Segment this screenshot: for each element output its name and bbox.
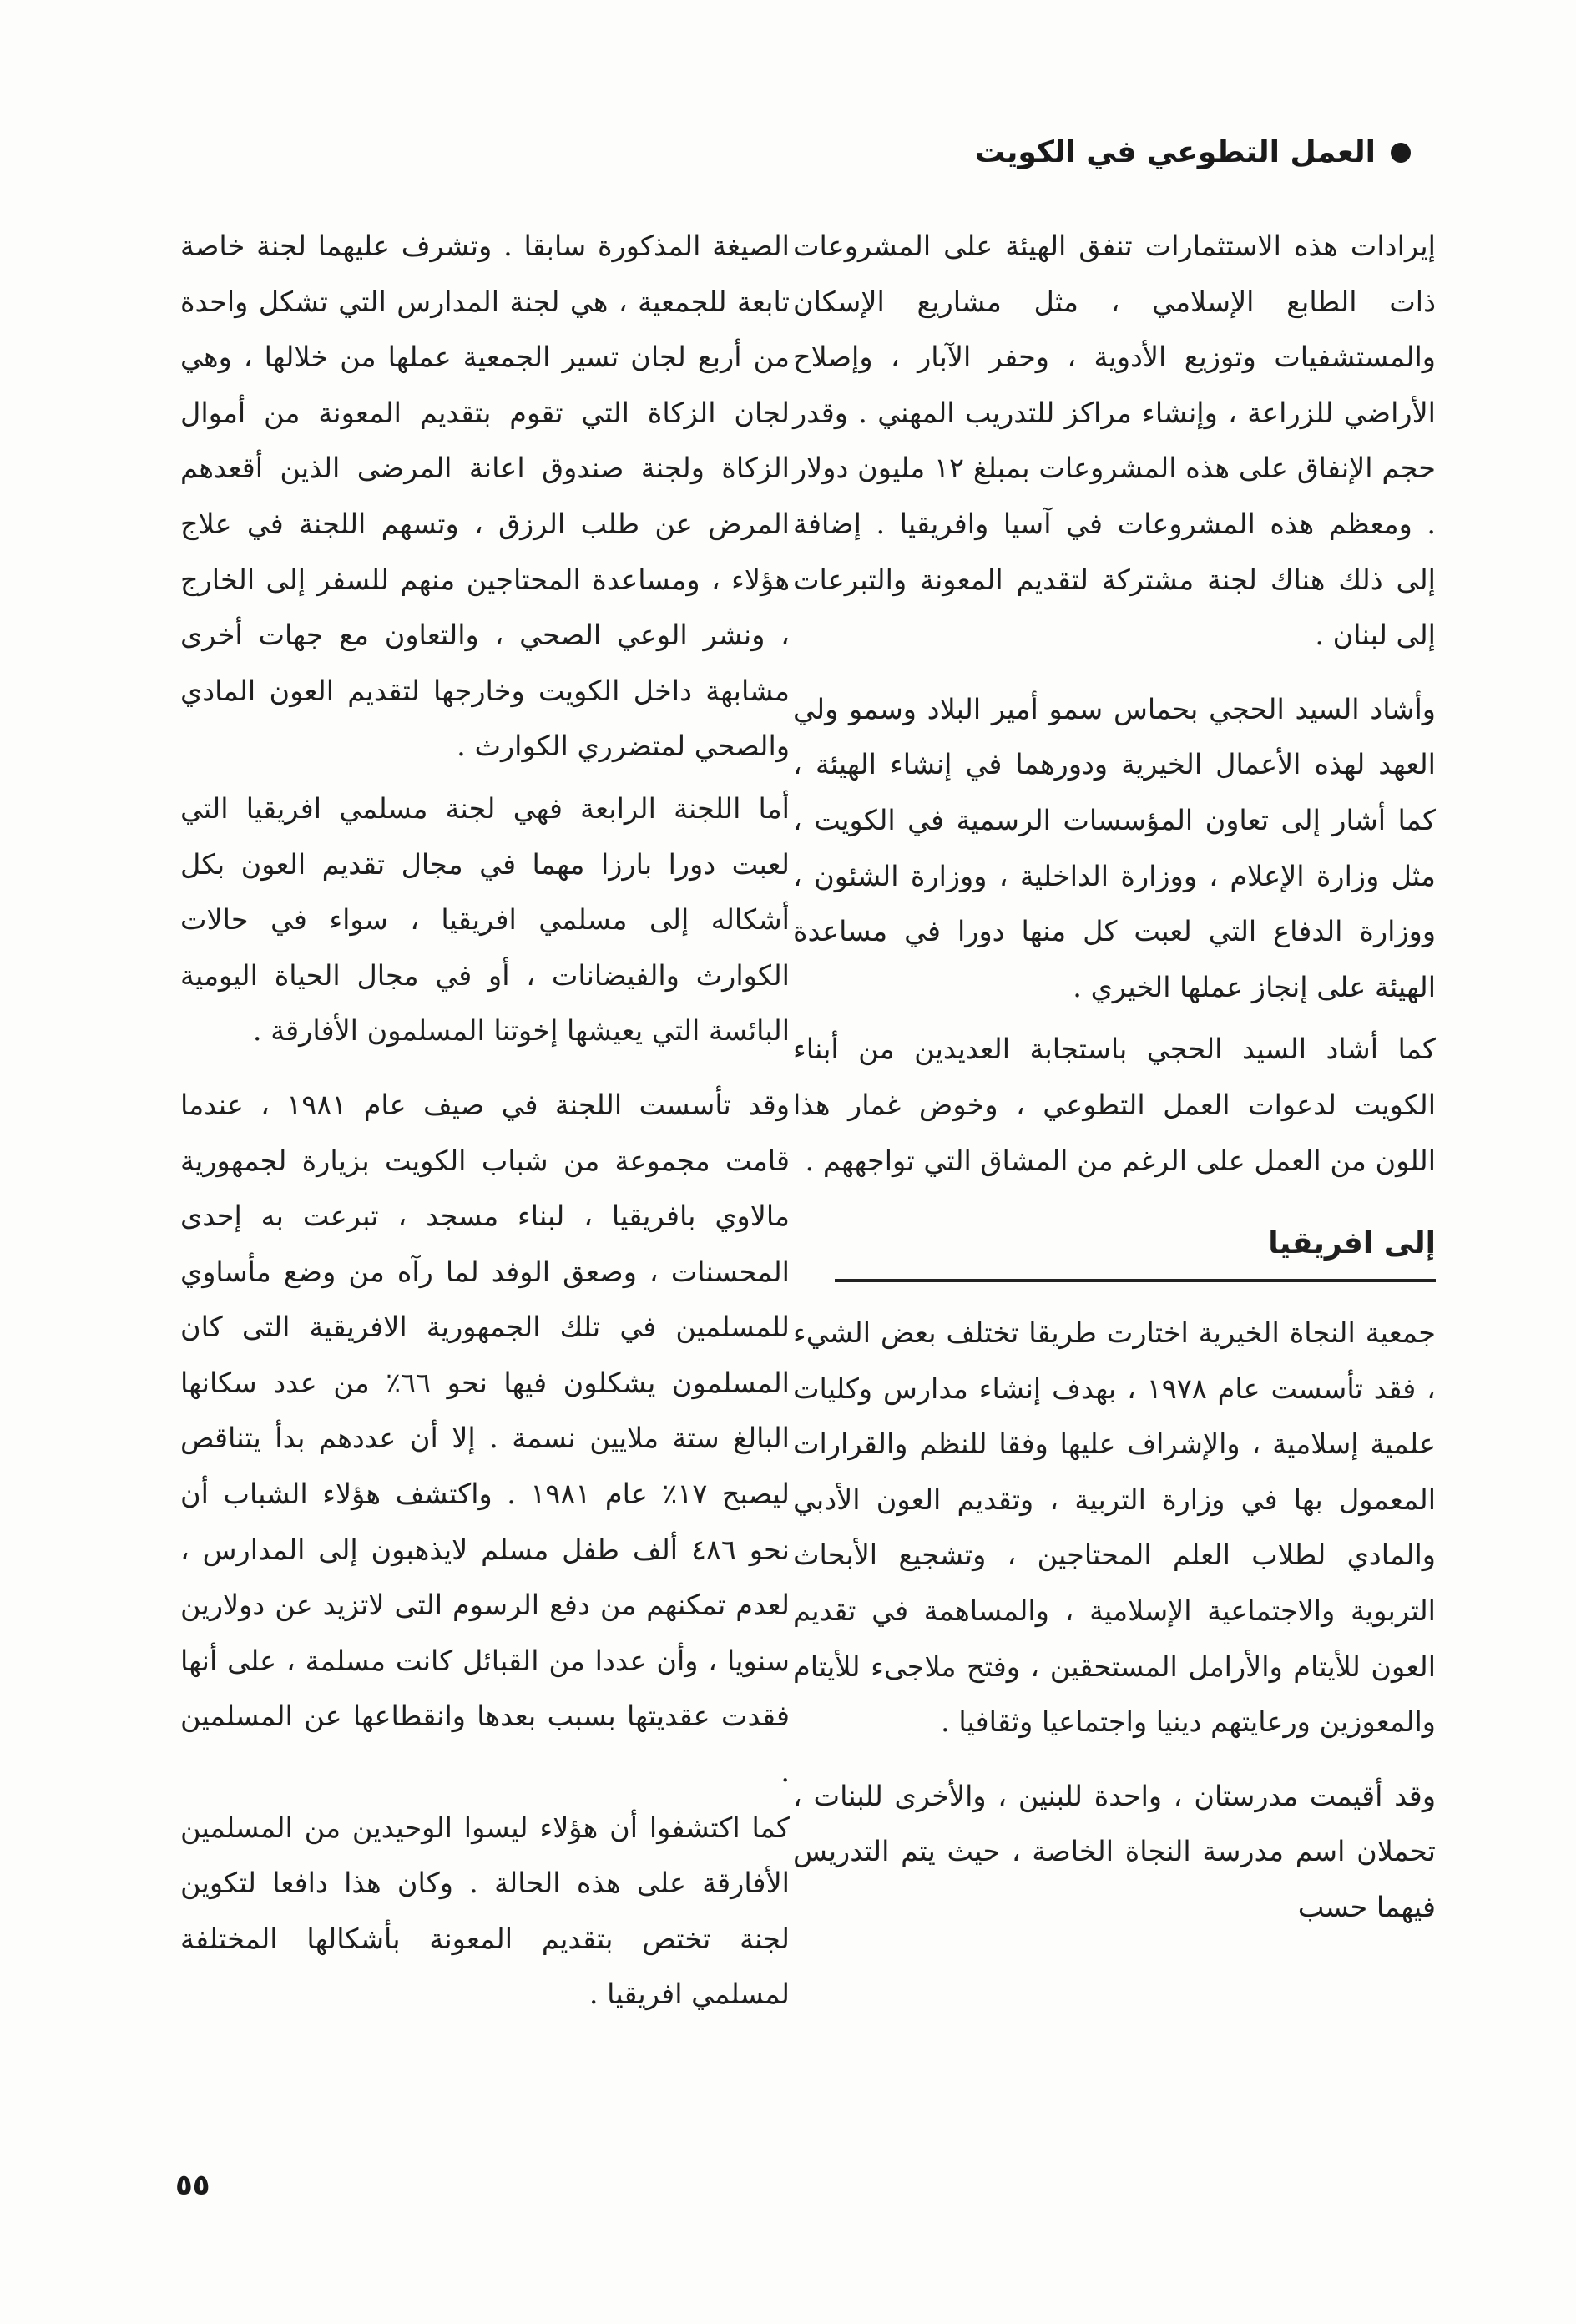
- paragraph: وقد تأسست اللجنة في صيف عام ١٩٨١ ، عندما قامت مجموعة من شباب الكويت بزيارة لجمهورية مالاوي بافريقيا ، لبناء مسجد ، تبرعت به إحدى المحسنات ، وصعق الوفد لما رآه من وضع مأساوي للمسلمين في تلك الجمهورية الافريقية التى كان المسلمون يشكلون فيها نحو ٦٦٪ من عدد سكانها البالغ ستة ملايين نسمة . إلا أن عددهم بدأ يتناقص ليصبح ١٧٪ عام ١٩٨١ . واكتشف هؤلاء الشباب أن نحو ٤٨٦ ألف طفل مسلم لايذهبون إلى المدارس ، لعدم تمكنهم من دفع الرسوم التى لاتزيد عن دولارين سنويا ، وأن عددا من القبائل كانت مسلمة ، على أنها فقدت عقديتها بسبب بعدها وانقطاعها عن المسلمين .: [180, 1088, 791, 1789]
- page-number: ٥٥: [175, 2169, 210, 2202]
- running-head: [975, 135, 1411, 169]
- paragraph: إيرادات هذه الاستثمارات تنفق الهيئة على المشروعات ذات الطابع الإسلامي ، مثل مشاريع الإسكان والمستشفيات وتوزيع الأدوية ، وحفر الآبار ، وإصلاح الأراضي للزراعة ، وإنشاء مراكز للتدريب المهني . وقدر حجم الإنفاق على هذه المشروعات بمبلغ ١٢ مليون دولار . ومعظم هذه المشروعات في آسيا وافريقيا . إضافة إلى ذلك هناك لجنة مشتركة لتقديم المعونة والتبرعات إلى لبنان .: [793, 230, 1436, 652]
- section-heading: إلى افريقيا: [835, 1219, 1436, 1282]
- paragraph: الصيغة المذكورة سابقا . وتشرف عليهما لجنة خاصة تابعة للجمعية ، هي لجنة المدارس التي تشكل واحدة من أربع لجان تسير الجمعية عملها من خلالها ، وهي لجان الزكاة التي تقوم بتقديم المعونة من أموال الزكاة ولجنة صندوق اعانة المرضى الذين أقعدهم المرض عن طلب الرزق ، وتسهم اللجنة في علاج هؤلاء ، ومساعدة المحتاجين منهم للسفر إلى الخارج ، ونشر الوعي الصحي ، والتعاون مع جهات أخرى مشابهة داخل الكويت وخارجها لتقديم العون المادي والصحي لمتضرري الكوارث .: [180, 230, 790, 763]
- running-title: العمل التطوعي في الكويت: [974, 135, 1376, 169]
- paragraph: أما اللجنة الرابعة فهي لجنة مسلمي افريقيا التي لعبت دورا بارزا مهما في مجال تقديم العون بكل أشكاله إلى مسلمي افريقيا ، سواء في حالات الكوارث والفيضانات ، أو في مجال الحياة اليومية البائسة التي يعيشها إخوتنا المسلمون الأفارقة .: [180, 791, 790, 1048]
- paragraph: جمعية النجاة الخيرية اختارت طريقا تختلف بعض الشيء ، فقد تأسست عام ١٩٧٨ ، بهدف إنشاء مدارس وكليات علمية إسلامية ، والإشراف عليها وفقا للنظم والقرارات المعمول بها في وزارة التربية ، وتقديم العون الأدبي والمادي لطلاب العلم المحتاجين ، وتشجيع الأبحاث التربوية والاجتماعية الإسلامية ، والمساهمة في تقديم العون للأيتام والأرامل المستحقين ، وفتح ملاجىء للأيتام والمعوزين ورعايتهم دينيا واجتماعيا وثقافيا .: [793, 1316, 1436, 1739]
- right-column: [793, 219, 1436, 1936]
- paragraph: وأشاد السيد الحجي بحماس سمو أمير البلاد وسمو ولي العهد لهذه الأعمال الخيرية ودورهما في إنشاء الهيئة ، كما أشار إلى تعاون المؤسسات الرسمية في الكويت ، مثل وزارة الإعلام ، ووزارة الداخلية ، ووزارة الشئون ، ووزارة الدفاع التي لعبت كل منها دورا في مساعدة الهيئة على إنجاز عملها الخيري .: [793, 692, 1436, 1003]
- paragraph: وقد أقيمت مدرستان ، واحدة للبنين ، والأخرى للبنات ، تحملان اسم مدرسة النجاة الخاصة ، حيث يتم التدريس فيهما حسب: [793, 1779, 1436, 1924]
- paragraph: كما اكتشفوا أن هؤلاء ليسوا الوحيدين من المسلمين الأفارقة على هذه الحالة . وكان هذا دافعا لتكوين لجنة تختص بتقديم المعونة بأشكالها المختلفة لمسلمي افريقيا .: [180, 1811, 790, 2011]
- paragraph: كما أشاد السيد الحجي باستجابة العديدين من أبناء الكويت لدعوات العمل التطوعي ، وخوض غمار هذا اللون من العمل على الرغم من المشاق التي تواجههم .: [793, 1033, 1436, 1177]
- left-column: [180, 219, 790, 2023]
- bullet-icon: [1391, 143, 1411, 163]
